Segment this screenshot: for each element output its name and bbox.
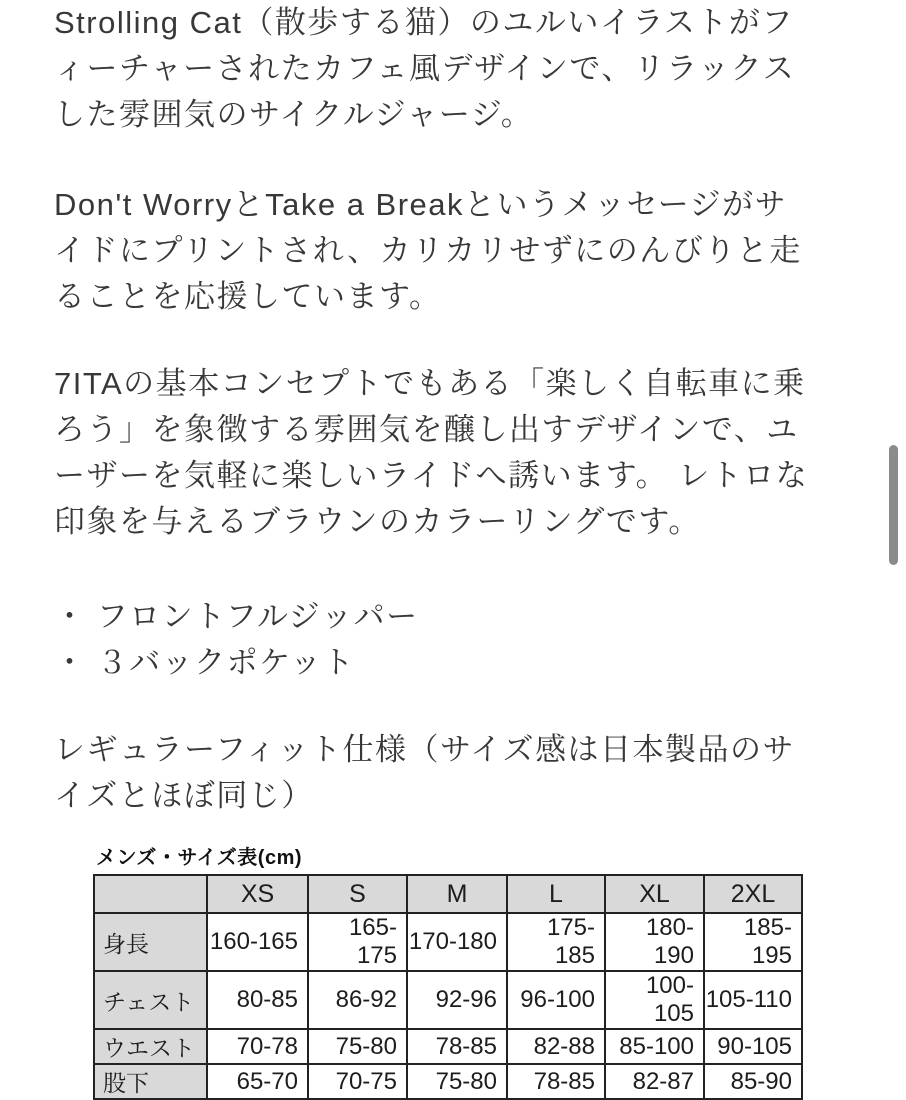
paragraph-line: Don't WorryとTake a Breakというメッセージがサ: [54, 187, 788, 222]
row-label-chest: チェスト: [94, 971, 207, 1029]
paragraph-line: 7ITAの基本コンセプトでもある「楽しく自転車に乗: [54, 366, 806, 401]
table-row-inseam: [94, 1064, 802, 1099]
table-cell: 165-175: [308, 913, 407, 971]
table-cell: 82-87: [605, 1064, 704, 1099]
table-cell: 85-90: [704, 1064, 802, 1099]
paragraph-line: イドにプリントされ、カリカリせずにのんびりと走: [54, 233, 802, 268]
table-row-chest: [94, 971, 802, 1029]
size-table-col-xs: XS: [207, 875, 308, 913]
table-cell: 185-195: [704, 913, 802, 971]
size-table-col-s: S: [308, 875, 407, 913]
paragraph-line: 印象を与えるブラウンのカラーリングです。: [54, 504, 701, 539]
vertical-scrollbar-thumb[interactable]: [889, 445, 898, 565]
table-cell: 78-85: [507, 1064, 605, 1099]
size-table-col-l: L: [507, 875, 605, 913]
paragraph-line: Strolling Cat（散歩する猫）のユルいイラストがフ: [54, 5, 794, 40]
feature-item-back-pockets: ・ ３バックポケット: [54, 645, 356, 680]
row-label-inseam: 股下: [94, 1064, 207, 1099]
size-table-corner-cell: [94, 875, 207, 913]
table-cell: 170-180: [407, 913, 507, 971]
table-cell: 100-105: [605, 971, 704, 1029]
table-cell: 75-80: [308, 1029, 407, 1064]
table-cell: 160-165: [207, 913, 308, 971]
table-cell: 70-78: [207, 1029, 308, 1064]
paragraph-line: ることを応援しています。: [54, 279, 442, 314]
table-cell: 70-75: [308, 1064, 407, 1099]
feature-list: [54, 594, 874, 686]
paragraph-line: ーザーを気軽に楽しいライドへ誘います。 レトロな: [54, 458, 809, 493]
row-label-waist: ウエスト: [94, 1029, 207, 1064]
table-cell: 65-70: [207, 1064, 308, 1099]
table-cell: 78-85: [407, 1029, 507, 1064]
paragraph-line: した雰囲気のサイクルジャージ。: [54, 97, 534, 132]
paragraph-line: イズとほぼ同じ）: [54, 778, 314, 813]
description-paragraph-1: [54, 0, 874, 138]
table-row-waist: [94, 1029, 802, 1064]
table-cell: 175-185: [507, 913, 605, 971]
table-cell: 92-96: [407, 971, 507, 1029]
table-cell: 96-100: [507, 971, 605, 1029]
paragraph-line: ろう」を象徴する雰囲気を醸し出すデザインで、ユ: [54, 412, 799, 447]
table-cell: 80-85: [207, 971, 308, 1029]
fit-note: [54, 727, 874, 819]
size-table-col-xl: XL: [605, 875, 704, 913]
table-cell: 82-88: [507, 1029, 605, 1064]
table-row-height: [94, 913, 802, 971]
feature-item-front-zipper: ・ フロントフルジッパー: [54, 599, 419, 634]
size-table-col-m: M: [407, 875, 507, 913]
table-cell: 105-110: [704, 971, 802, 1029]
size-table-caption: メンズ・サイズ表(cm): [96, 847, 303, 869]
table-cell: 75-80: [407, 1064, 507, 1099]
table-cell: 90-105: [704, 1029, 802, 1064]
description-paragraph-3: [54, 361, 874, 545]
table-cell: 180-190: [605, 913, 704, 971]
table-cell: 85-100: [605, 1029, 704, 1064]
description-paragraph-2: [54, 182, 874, 320]
paragraph-line: ィーチャーされたカフェ風デザインで、リラックス: [54, 51, 796, 86]
table-cell: 86-92: [308, 971, 407, 1029]
size-table: [93, 874, 803, 1100]
row-label-height: 身長: [94, 913, 207, 971]
paragraph-line: レギュラーフィット仕様（サイズ感は日本製品のサ: [54, 732, 795, 767]
size-table-col-2xl: 2XL: [704, 875, 802, 913]
size-table-header-row: [94, 875, 802, 913]
